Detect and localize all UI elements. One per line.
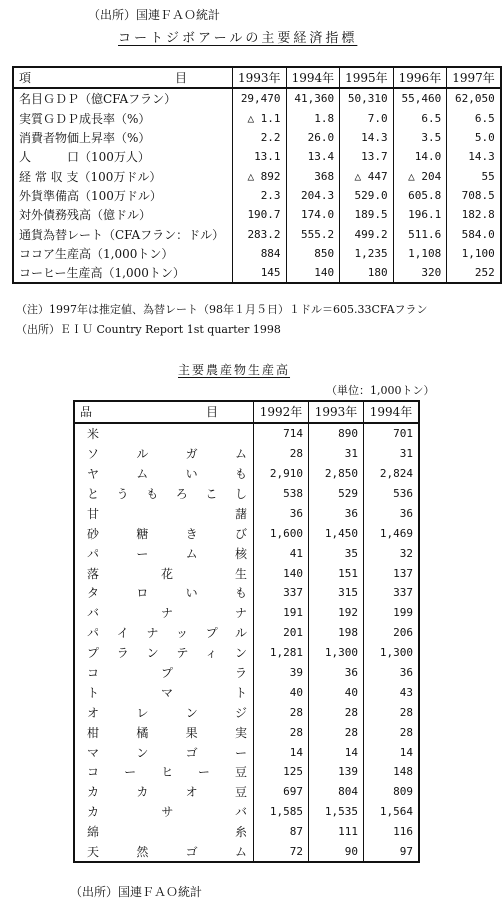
- cell-value: 14: [254, 742, 309, 762]
- cell-value: 28: [254, 702, 309, 722]
- cell-value: 182.8: [447, 205, 501, 224]
- cell-value: 13.7: [340, 147, 394, 166]
- cell-value: 252: [447, 263, 501, 283]
- cell-value: 6.5: [393, 109, 447, 128]
- cell-value: 55: [447, 166, 501, 185]
- cell-value: 1,585: [254, 802, 309, 822]
- economy-table-title: コートジボアールの主要経済指標: [118, 31, 358, 46]
- cell-value: 1,300: [363, 643, 419, 663]
- economy-row: [13, 88, 501, 108]
- economy-row: [13, 147, 501, 166]
- cell-value: 529: [309, 484, 364, 504]
- cell-value: 850: [286, 244, 340, 263]
- cell-value: 2.3: [233, 186, 287, 205]
- cell-value: 151: [309, 563, 364, 583]
- row-label: 綿糸: [87, 825, 248, 840]
- row-label: プランティン: [87, 646, 248, 661]
- cell-value: 137: [363, 563, 419, 583]
- cell-value: 1.8: [286, 109, 340, 128]
- cell-value: 511.6: [393, 224, 447, 243]
- cell-value: 1,235: [340, 244, 394, 263]
- agri-row: [74, 543, 419, 563]
- cell-value: 28: [363, 702, 419, 722]
- cell-value: 714: [254, 423, 309, 444]
- cell-value: 890: [309, 423, 364, 444]
- cell-value: 32: [363, 543, 419, 563]
- agri-row: [74, 722, 419, 742]
- cell-value: 701: [363, 423, 419, 444]
- row-label: トマト: [87, 685, 248, 700]
- row-label: 甘藷: [87, 506, 248, 521]
- cell-value: 191: [254, 603, 309, 623]
- column-header: 1992年: [254, 401, 309, 423]
- cell-value: 196.1: [393, 205, 447, 224]
- row-label: コーヒー生産高（1,000トン）: [19, 266, 185, 281]
- cell-value: 90: [309, 842, 364, 863]
- column-header: 1997年: [447, 67, 501, 88]
- cell-value: 62,050: [447, 88, 501, 108]
- agri-unit-note: （単位：1,000トン）: [326, 384, 435, 397]
- agri-row: [74, 583, 419, 603]
- row-label: ヤムいも: [87, 467, 248, 482]
- economy-footnote: （注）1997年は推定値、為替レート（98年１月５日）１ドル＝605.33CFAフラン: [16, 303, 428, 316]
- economy-row: [13, 205, 501, 224]
- cell-value: 1,564: [363, 802, 419, 822]
- cell-value: 41: [254, 543, 309, 563]
- cell-value: 204.3: [286, 186, 340, 205]
- cell-value: 36: [254, 503, 309, 523]
- cell-value: 2.2: [233, 128, 287, 147]
- cell-value: 804: [309, 782, 364, 802]
- column-header: 1993年: [309, 401, 364, 423]
- cell-value: 809: [363, 782, 419, 802]
- cell-value: 116: [363, 822, 419, 842]
- cell-value: 1,281: [254, 643, 309, 663]
- cell-value: 1,300: [309, 643, 364, 663]
- economy-header-row: [13, 67, 501, 88]
- row-label: 落花生: [87, 566, 248, 581]
- cell-value: 28: [309, 702, 364, 722]
- cell-value: 40: [309, 682, 364, 702]
- agri-row: [74, 782, 419, 802]
- cell-value: 190.7: [233, 205, 287, 224]
- cell-value: 125: [254, 762, 309, 782]
- agri-row: [74, 523, 419, 543]
- cell-value: 315: [309, 583, 364, 603]
- economy-row: [13, 224, 501, 243]
- cell-value: △ 1.1: [233, 109, 287, 128]
- economy-row: [13, 244, 501, 263]
- cell-value: 35: [309, 543, 364, 563]
- agri-row: [74, 682, 419, 702]
- cell-value: 555.2: [286, 224, 340, 243]
- cell-value: 536: [363, 484, 419, 504]
- agri-row: [74, 444, 419, 464]
- column-header: 1996年: [393, 67, 447, 88]
- cell-value: 14: [363, 742, 419, 762]
- cell-value: 5.0: [447, 128, 501, 147]
- row-label: 柑橘果実: [87, 725, 248, 740]
- cell-value: 884: [233, 244, 287, 263]
- row-label: 天然ゴム: [87, 845, 248, 860]
- column-header: 項 目: [13, 67, 233, 88]
- agri-row: [74, 643, 419, 663]
- cell-value: △ 447: [340, 166, 394, 185]
- column-header: 1995年: [340, 67, 394, 88]
- row-label: コプラ: [87, 666, 248, 681]
- cell-value: 1,450: [309, 523, 364, 543]
- cell-value: 198: [309, 623, 364, 643]
- cell-value: 28: [363, 722, 419, 742]
- row-label: ソルガム: [87, 447, 248, 462]
- economy-row: [13, 166, 501, 185]
- cell-value: 605.8: [393, 186, 447, 205]
- row-label: カサバ: [87, 805, 248, 820]
- row-label: マンゴー: [87, 745, 248, 760]
- row-label: タロいも: [87, 586, 248, 601]
- row-label: パーム核: [87, 546, 248, 561]
- cell-value: 192: [309, 603, 364, 623]
- agri-row: [74, 663, 419, 683]
- column-header: 1994年: [286, 67, 340, 88]
- cell-value: △ 892: [233, 166, 287, 185]
- cell-value: 538: [254, 484, 309, 504]
- cell-value: 499.2: [340, 224, 394, 243]
- cell-value: 36: [363, 503, 419, 523]
- cell-value: 140: [254, 563, 309, 583]
- cell-value: 180: [340, 263, 394, 283]
- cell-value: 337: [254, 583, 309, 603]
- cell-value: 28: [309, 722, 364, 742]
- agri-row: [74, 503, 419, 523]
- cell-value: 13.1: [233, 147, 287, 166]
- column-header: 1994年: [363, 401, 419, 423]
- cell-value: 3.5: [393, 128, 447, 147]
- agri-row: [74, 742, 419, 762]
- row-label: カカオ豆: [87, 785, 248, 800]
- row-label: コーヒー豆: [87, 765, 248, 780]
- cell-value: 29,470: [233, 88, 287, 108]
- row-label: とうもろこし: [87, 487, 248, 501]
- cell-value: 14.3: [340, 128, 394, 147]
- row-label: バナナ: [87, 606, 248, 621]
- cell-value: 201: [254, 623, 309, 643]
- row-label: 砂糖きび: [87, 526, 248, 541]
- cell-value: 1,100: [447, 244, 501, 263]
- row-label: 対外債務残高（億ドル）: [19, 208, 152, 223]
- column-header: 1993年: [233, 67, 287, 88]
- economy-row: [13, 128, 501, 147]
- row-label: ココア生産高（1,000トン）: [19, 246, 174, 261]
- cell-value: 199: [363, 603, 419, 623]
- cell-value: 50,310: [340, 88, 394, 108]
- row-label: 実質ＧＤＰ成長率（%）: [19, 111, 151, 126]
- cell-value: 368: [286, 166, 340, 185]
- cell-value: 14.0: [393, 147, 447, 166]
- row-label: 消費者物価上昇率（%）: [19, 131, 151, 146]
- source-note-bottom: （出所）国連ＦＡＯ統計: [70, 885, 203, 899]
- cell-value: 708.5: [447, 186, 501, 205]
- row-label: 名目ＧＤＰ（億CFAフラン）: [19, 92, 177, 107]
- economy-row: [13, 109, 501, 128]
- cell-value: 148: [363, 762, 419, 782]
- cell-value: △ 204: [393, 166, 447, 185]
- cell-value: 174.0: [286, 205, 340, 224]
- cell-value: 320: [393, 263, 447, 283]
- cell-value: 283.2: [233, 224, 287, 243]
- agri-row: [74, 423, 419, 444]
- agri-row: [74, 702, 419, 722]
- cell-value: 39: [254, 663, 309, 683]
- cell-value: 1,108: [393, 244, 447, 263]
- cell-value: 36: [309, 503, 364, 523]
- cell-value: 697: [254, 782, 309, 802]
- cell-value: 206: [363, 623, 419, 643]
- agri-row: [74, 762, 419, 782]
- row-label: オレンジ: [87, 705, 248, 720]
- cell-value: 6.5: [447, 109, 501, 128]
- agri-row: [74, 623, 419, 643]
- agri-row: [74, 484, 419, 504]
- cell-value: 1,600: [254, 523, 309, 543]
- cell-value: 36: [309, 663, 364, 683]
- cell-value: 2,824: [363, 464, 419, 484]
- cell-value: 14.3: [447, 147, 501, 166]
- cell-value: 43: [363, 682, 419, 702]
- cell-value: 14: [309, 742, 364, 762]
- cell-value: 584.0: [447, 224, 501, 243]
- cell-value: 189.5: [340, 205, 394, 224]
- agri-row: [74, 563, 419, 583]
- column-header: 品 目: [74, 401, 254, 423]
- cell-value: 55,460: [393, 88, 447, 108]
- row-label: 通貨為替レート（CFAフラン：ドル）: [19, 227, 225, 242]
- agri-row: [74, 603, 419, 623]
- cell-value: 40: [254, 682, 309, 702]
- cell-value: 2,910: [254, 464, 309, 484]
- cell-value: 2,850: [309, 464, 364, 484]
- agri-production-table: [73, 400, 420, 863]
- cell-value: 1,469: [363, 523, 419, 543]
- economy-indicators-table: [12, 66, 502, 284]
- economy-row: [13, 186, 501, 205]
- cell-value: 31: [363, 444, 419, 464]
- cell-value: 111: [309, 822, 364, 842]
- cell-value: 97: [363, 842, 419, 863]
- economy-source: （出所）ＥＩＵ Country Report 1st quarter 1998: [16, 323, 281, 336]
- row-label: 経 常 収 支（100万ドル）: [19, 169, 162, 184]
- cell-value: 139: [309, 762, 364, 782]
- cell-value: 41,360: [286, 88, 340, 108]
- row-label: パイナップル: [87, 626, 248, 641]
- row-label: 外貨準備高（100万ドル）: [19, 188, 162, 203]
- economy-row: [13, 263, 501, 283]
- cell-value: 26.0: [286, 128, 340, 147]
- row-label: 人 口（100万人）: [19, 150, 150, 165]
- agri-row: [74, 464, 419, 484]
- source-note-top: （出所）国連ＦＡＯ統計: [88, 8, 221, 22]
- cell-value: 13.4: [286, 147, 340, 166]
- cell-value: 31: [309, 444, 364, 464]
- cell-value: 1,535: [309, 802, 364, 822]
- agri-row: [74, 842, 419, 863]
- agri-row: [74, 822, 419, 842]
- agri-header-row: [74, 401, 419, 423]
- agri-table-title: 主要農産物生産高: [178, 363, 291, 377]
- cell-value: 87: [254, 822, 309, 842]
- row-label: 米: [87, 427, 100, 442]
- cell-value: 36: [363, 663, 419, 683]
- cell-value: 145: [233, 263, 287, 283]
- cell-value: 529.0: [340, 186, 394, 205]
- cell-value: 140: [286, 263, 340, 283]
- cell-value: 28: [254, 722, 309, 742]
- cell-value: 28: [254, 444, 309, 464]
- agri-row: [74, 802, 419, 822]
- cell-value: 72: [254, 842, 309, 863]
- cell-value: 7.0: [340, 109, 394, 128]
- cell-value: 337: [363, 583, 419, 603]
